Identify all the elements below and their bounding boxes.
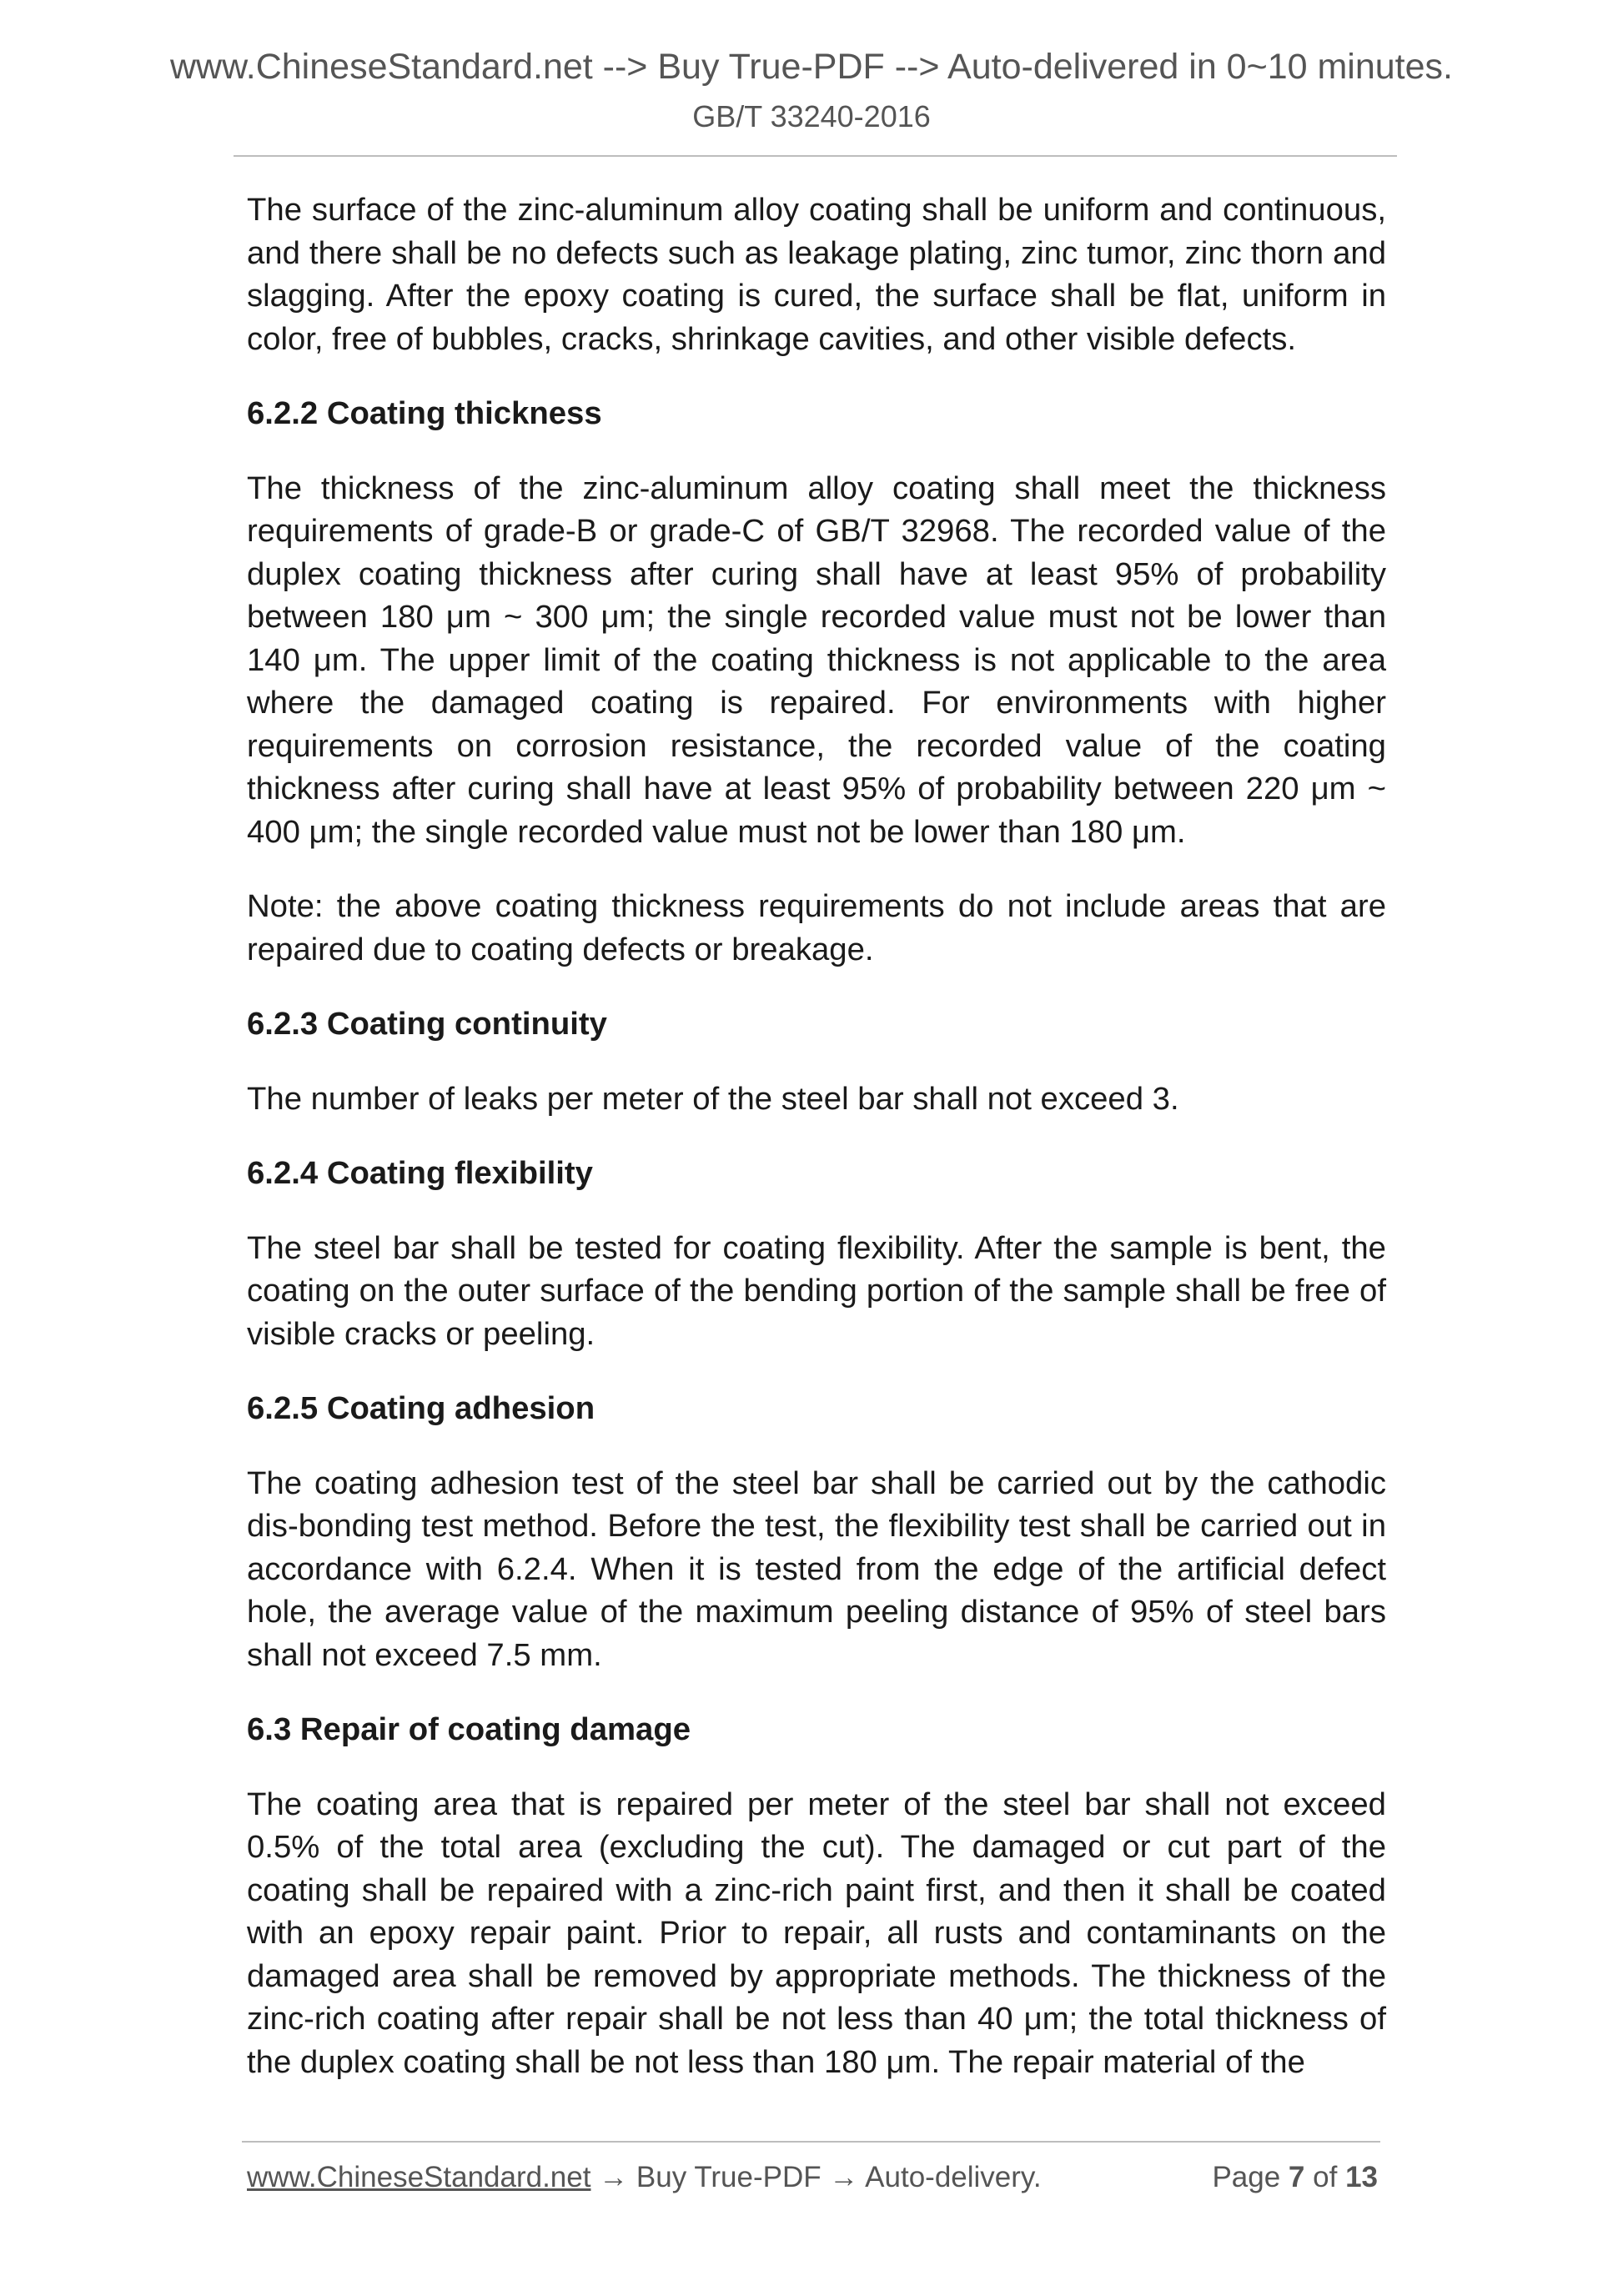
note-coating-thickness: Note: the above coating thickness requirements do not include areas that are repaired due to coating defects or breakage. [247,888,1386,967]
paragraph-repair: The coating area that is repaired per meter of the steel bar shall not exceed 0.5% of the total area (excluding the cut). The damaged or cut part of the coating shall be repaired with a zinc-rich paint first, and then it shall be coated with an epoxy repair paint. Prior to repair, all rusts and contaminants on the damaged area shall be removed by appropriate methods. The thickness of the zinc-rich coating after repair shall be not less than 40 μm; the total thickness of the duplex coating shall be not less than 180 μm. The repair material of the [247,1786,1386,2080]
paragraph-coating-flexibility: The steel bar shall be tested for coating flexibility. After the sample is bent, the coating on the outer surface of the bending portion of the sample shall be free of visible cracks or peeling. [247,1229,1386,1352]
footer-left [247,2157,1042,2198]
paragraph-surface: The surface of the zinc-aluminum alloy coating shall be uniform and continuous, and there shall be no defects such as leakage plating, zinc tumor, zinc thorn and slagging. After the epoxy coating is cured, the surface shall be flat, uniform in color, free of bubbles, cracks, shrinkage cavities, and other visible defects. [247,192,1386,357]
heading-6-2-3: 6.2.3 Coating continuity [247,1006,607,1042]
footer-tagline: → Buy True-PDF → Auto-delivery. [590,2161,1042,2193]
document-code: GB/T 33240-2016 [692,99,931,133]
heading-6-2-4: 6.2.4 Coating flexibility [247,1155,593,1191]
paragraph-coating-continuity: The number of leaks per meter of the steel bar shall not exceed 3. [247,1080,1179,1117]
heading-6-2-2: 6.2.2 Coating thickness [247,395,602,431]
paragraph-coating-thickness: The thickness of the zinc-aluminum alloy coating shall meet the thickness requirements of grade-B or grade-C of GB/T 32968. The recorded value of the duplex coating thickness after curing shall have at least 95% of probability between 180 μm ~ 300 μm; the single recorded value must not be lower than 140 μm. The upper limit of the coating thickness is not applicable to the area where the damaged coating is repaired. For environments with higher requirements on corrosion resistance, the recorded value of the coating thickness after curing shall have at least 95% of probability between 220 μm ~ 400 μm; the single recorded value must not be lower than 180 μm. [247,470,1386,850]
header-banner: www.ChineseStandard.net --> Buy True-PDF --> Auto-delivered in 0~10 minutes. [169,47,1453,87]
page-label: Page [1212,2161,1281,2193]
total-pages: 13 [1345,2161,1378,2193]
page-footer [247,2157,1378,2198]
current-page: 7 [1288,2161,1305,2193]
footer-divider [242,2141,1380,2143]
page-of-label: of [1313,2161,1338,2193]
heading-6-3: 6.3 Repair of coating damage [247,1711,691,1747]
page-content [247,188,1386,2115]
page-number [1212,2157,1378,2198]
heading-6-2-5: 6.2.5 Coating adhesion [247,1390,595,1426]
header-divider [234,155,1397,157]
footer-site-link[interactable]: www.ChineseStandard.net [247,2161,591,2193]
paragraph-coating-adhesion: The coating adhesion test of the steel bar shall be carried out by the cathodic dis-bonding test method. Before the test, the flexibility test shall be carried out in accordance with 6.2.4. When it is tested from the edge of the artificial defect hole, the average value of the maximum peeling distance of 95% of steel bars shall not exceed 7.5 mm. [247,1465,1386,1673]
